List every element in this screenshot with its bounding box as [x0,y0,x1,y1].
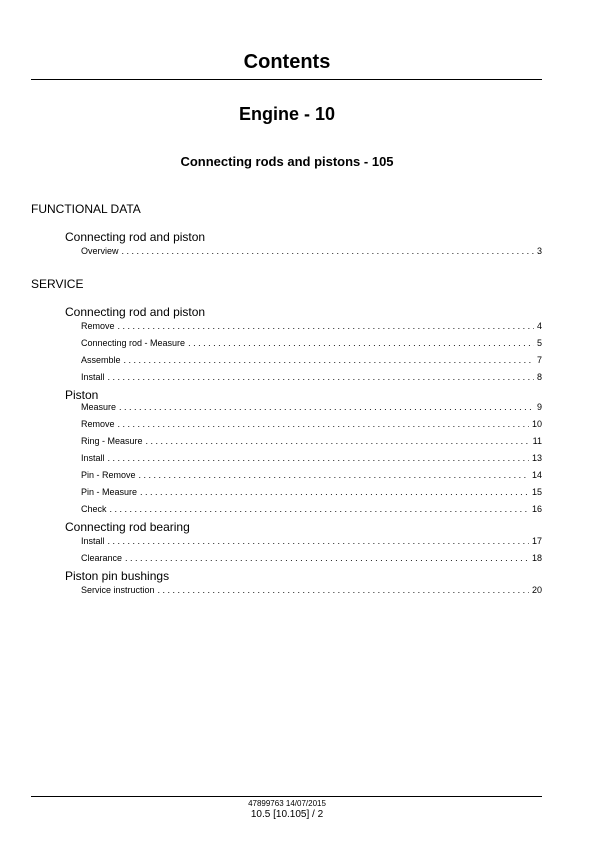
toc-entry-page: 16 [531,504,542,514]
topic-connecting-rod-bearing: Connecting rod bearing [65,520,190,534]
dot-leader [146,435,530,447]
toc-entry-label: Clearance [81,553,123,563]
dot-leader [119,401,534,413]
toc-entry-label: Connecting rod - Measure [81,338,186,348]
toc-entry-install[interactable] [81,535,542,547]
toc-entry-pin-remove[interactable] [81,469,542,481]
dot-leader [124,354,534,366]
toc-entry-install[interactable] [81,452,542,464]
topic-connecting-rod-and-piston: Connecting rod and piston [65,305,206,319]
toc-entry-page: 8 [536,372,542,382]
page-title: Contents [243,51,331,73]
toc-entry-page: 14 [531,470,542,480]
dot-leader [158,584,529,596]
toc-entry-page: 10 [531,419,542,429]
toc-entry-overview[interactable] [81,245,542,257]
toc-entry-label: Ring - Measure [81,436,143,446]
dot-leader [140,486,529,498]
footer-divider [31,796,542,797]
toc-entry-page: 3 [536,246,542,256]
toc-entry-label: Pin - Measure [81,487,138,497]
toc-entry-label: Install [81,536,105,546]
toc-entry-remove[interactable] [81,418,542,430]
toc-entry-page: 20 [531,585,542,595]
section-title: Engine - 10 [238,104,336,124]
topic-piston-pin-bushings: Piston pin bushings [65,569,170,583]
toc-entry-page: 17 [531,536,542,546]
toc-entry-label: Measure [81,402,117,412]
toc-entry-remove[interactable] [81,320,542,332]
toc-entry-label: Install [81,453,105,463]
toc-entry-check[interactable] [81,503,542,515]
toc-entry-label: Overview [81,246,119,256]
toc-entry-label: Check [81,504,107,514]
toc-entry-label: Remove [81,321,115,331]
footer-doc-code: 47899763 14/07/2015 [248,799,326,808]
toc-entry-install[interactable] [81,371,542,383]
toc-entry-page: 11 [532,436,542,446]
toc-entry-page: 9 [536,402,542,412]
toc-entry-ring-measure[interactable] [81,435,542,447]
toc-entry-page: 5 [536,338,542,348]
dot-leader [118,320,534,332]
footer-page-reference: 10.5 [10.105] / 2 [250,809,324,820]
dot-leader [122,245,534,257]
toc-entry-connecting-rod-measure[interactable] [81,337,542,349]
toc-entry-clearance[interactable] [81,552,542,564]
topic-piston: Piston [65,388,99,402]
toc-entry-page: 13 [531,453,542,463]
dot-leader [108,535,529,547]
toc-entry-label: Assemble [81,355,121,365]
toc-entry-measure[interactable] [81,401,542,413]
toc-entry-service-instruction[interactable] [81,584,542,596]
toc-entry-page: 15 [531,487,542,497]
toc-entry-page: 7 [536,355,542,365]
group-heading-service: SERVICE [31,277,84,291]
toc-entry-page: 18 [531,553,542,563]
subsection-title: Connecting rods and pistons - 105 [180,154,394,169]
topic-connecting-rod-and-piston: Connecting rod and piston [65,230,206,244]
toc-entry-assemble[interactable] [81,354,542,366]
dot-leader [188,337,534,349]
dot-leader [108,452,529,464]
dot-leader [108,371,534,383]
dot-leader [110,503,529,515]
dot-leader [125,552,529,564]
dot-leader [139,469,529,481]
toc-entry-label: Install [81,372,105,382]
header-divider [31,79,542,80]
toc-entry-label: Pin - Remove [81,470,136,480]
group-heading-functional-data: FUNCTIONAL DATA [31,202,141,216]
toc-entry-pin-measure[interactable] [81,486,542,498]
toc-entry-label: Remove [81,419,115,429]
toc-entry-label: Service instruction [81,585,155,595]
dot-leader [118,418,529,430]
toc-entry-page: 4 [536,321,542,331]
